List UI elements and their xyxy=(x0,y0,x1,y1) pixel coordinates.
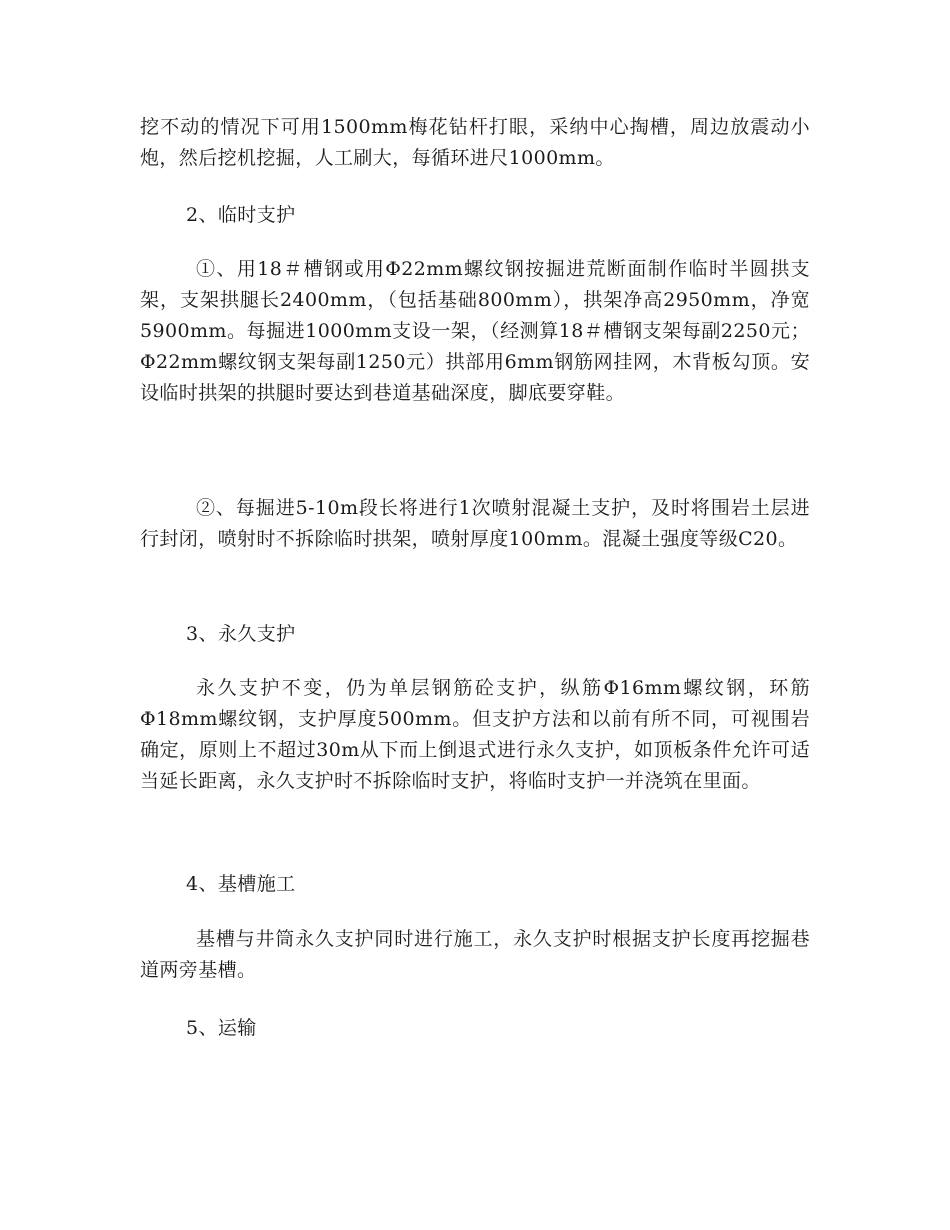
heading-permanent-support: 3、永久支护 xyxy=(186,623,296,645)
paragraph-temporary-support-2-text: ②、每掘进5-10m段长将进行1次喷射混凝土支护，及时将围岩土层进行封闭，喷射时不拆除临时拱架，喷射厚度100mm。混凝土强度等级C20。 xyxy=(140,497,810,550)
heading-temporary-support: 2、临时支护 xyxy=(186,204,296,226)
paragraph-trench-construction-text: 基槽与井筒永久支护同时进行施工，永久支护时根据支护长度再挖掘巷道两旁基槽。 xyxy=(140,928,810,981)
paragraph-permanent-support-text: 永久支护不变，仍为单层钢筋砼支护，纵筋Φ16mm螺纹钢，环筋Φ18mm螺纹钢，支护厚度500mm。但支护方法和以前有所不同，可视围岩确定，原则上不超过30m从下而上倒退式进行永久支护，如顶板条件允许可适当延长距离，永久支护时不拆除临时支护，将临时支护一并浇筑在里面。 xyxy=(140,677,810,792)
paragraph-temporary-support-2 xyxy=(140,493,810,555)
heading-trench-construction: 4、基槽施工 xyxy=(186,873,296,895)
heading-transport: 5、运输 xyxy=(186,1017,257,1039)
paragraph-temporary-support-1-text: ①、用18＃槽钢或用Φ22mm螺纹钢按掘进荒断面制作临时半圆拱支架，支架拱腿长2400mm，（包括基础800mm），拱架净高2950mm，净宽5900mm。每掘进1000mm支设一架，（经测算18＃槽钢支架每副2250元；Φ22mm螺纹钢支架每副1250元）拱部用6mm钢筋网挂网，木背板勾顶。安设临时拱架的拱腿时要达到巷道基础深度，脚底要穿鞋。 xyxy=(140,258,810,404)
paragraph-trench-construction xyxy=(140,924,810,986)
paragraph-permanent-support xyxy=(140,673,810,797)
paragraph-intro-text: 挖不动的情况下可用1500mm梅花钻杆打眼，采纳中心掏槽，周边放震动小炮，然后挖机挖掘，人工刷大，每循环进尺1000mm。 xyxy=(140,116,810,169)
paragraph-intro xyxy=(140,112,810,174)
paragraph-temporary-support-1 xyxy=(140,254,810,409)
